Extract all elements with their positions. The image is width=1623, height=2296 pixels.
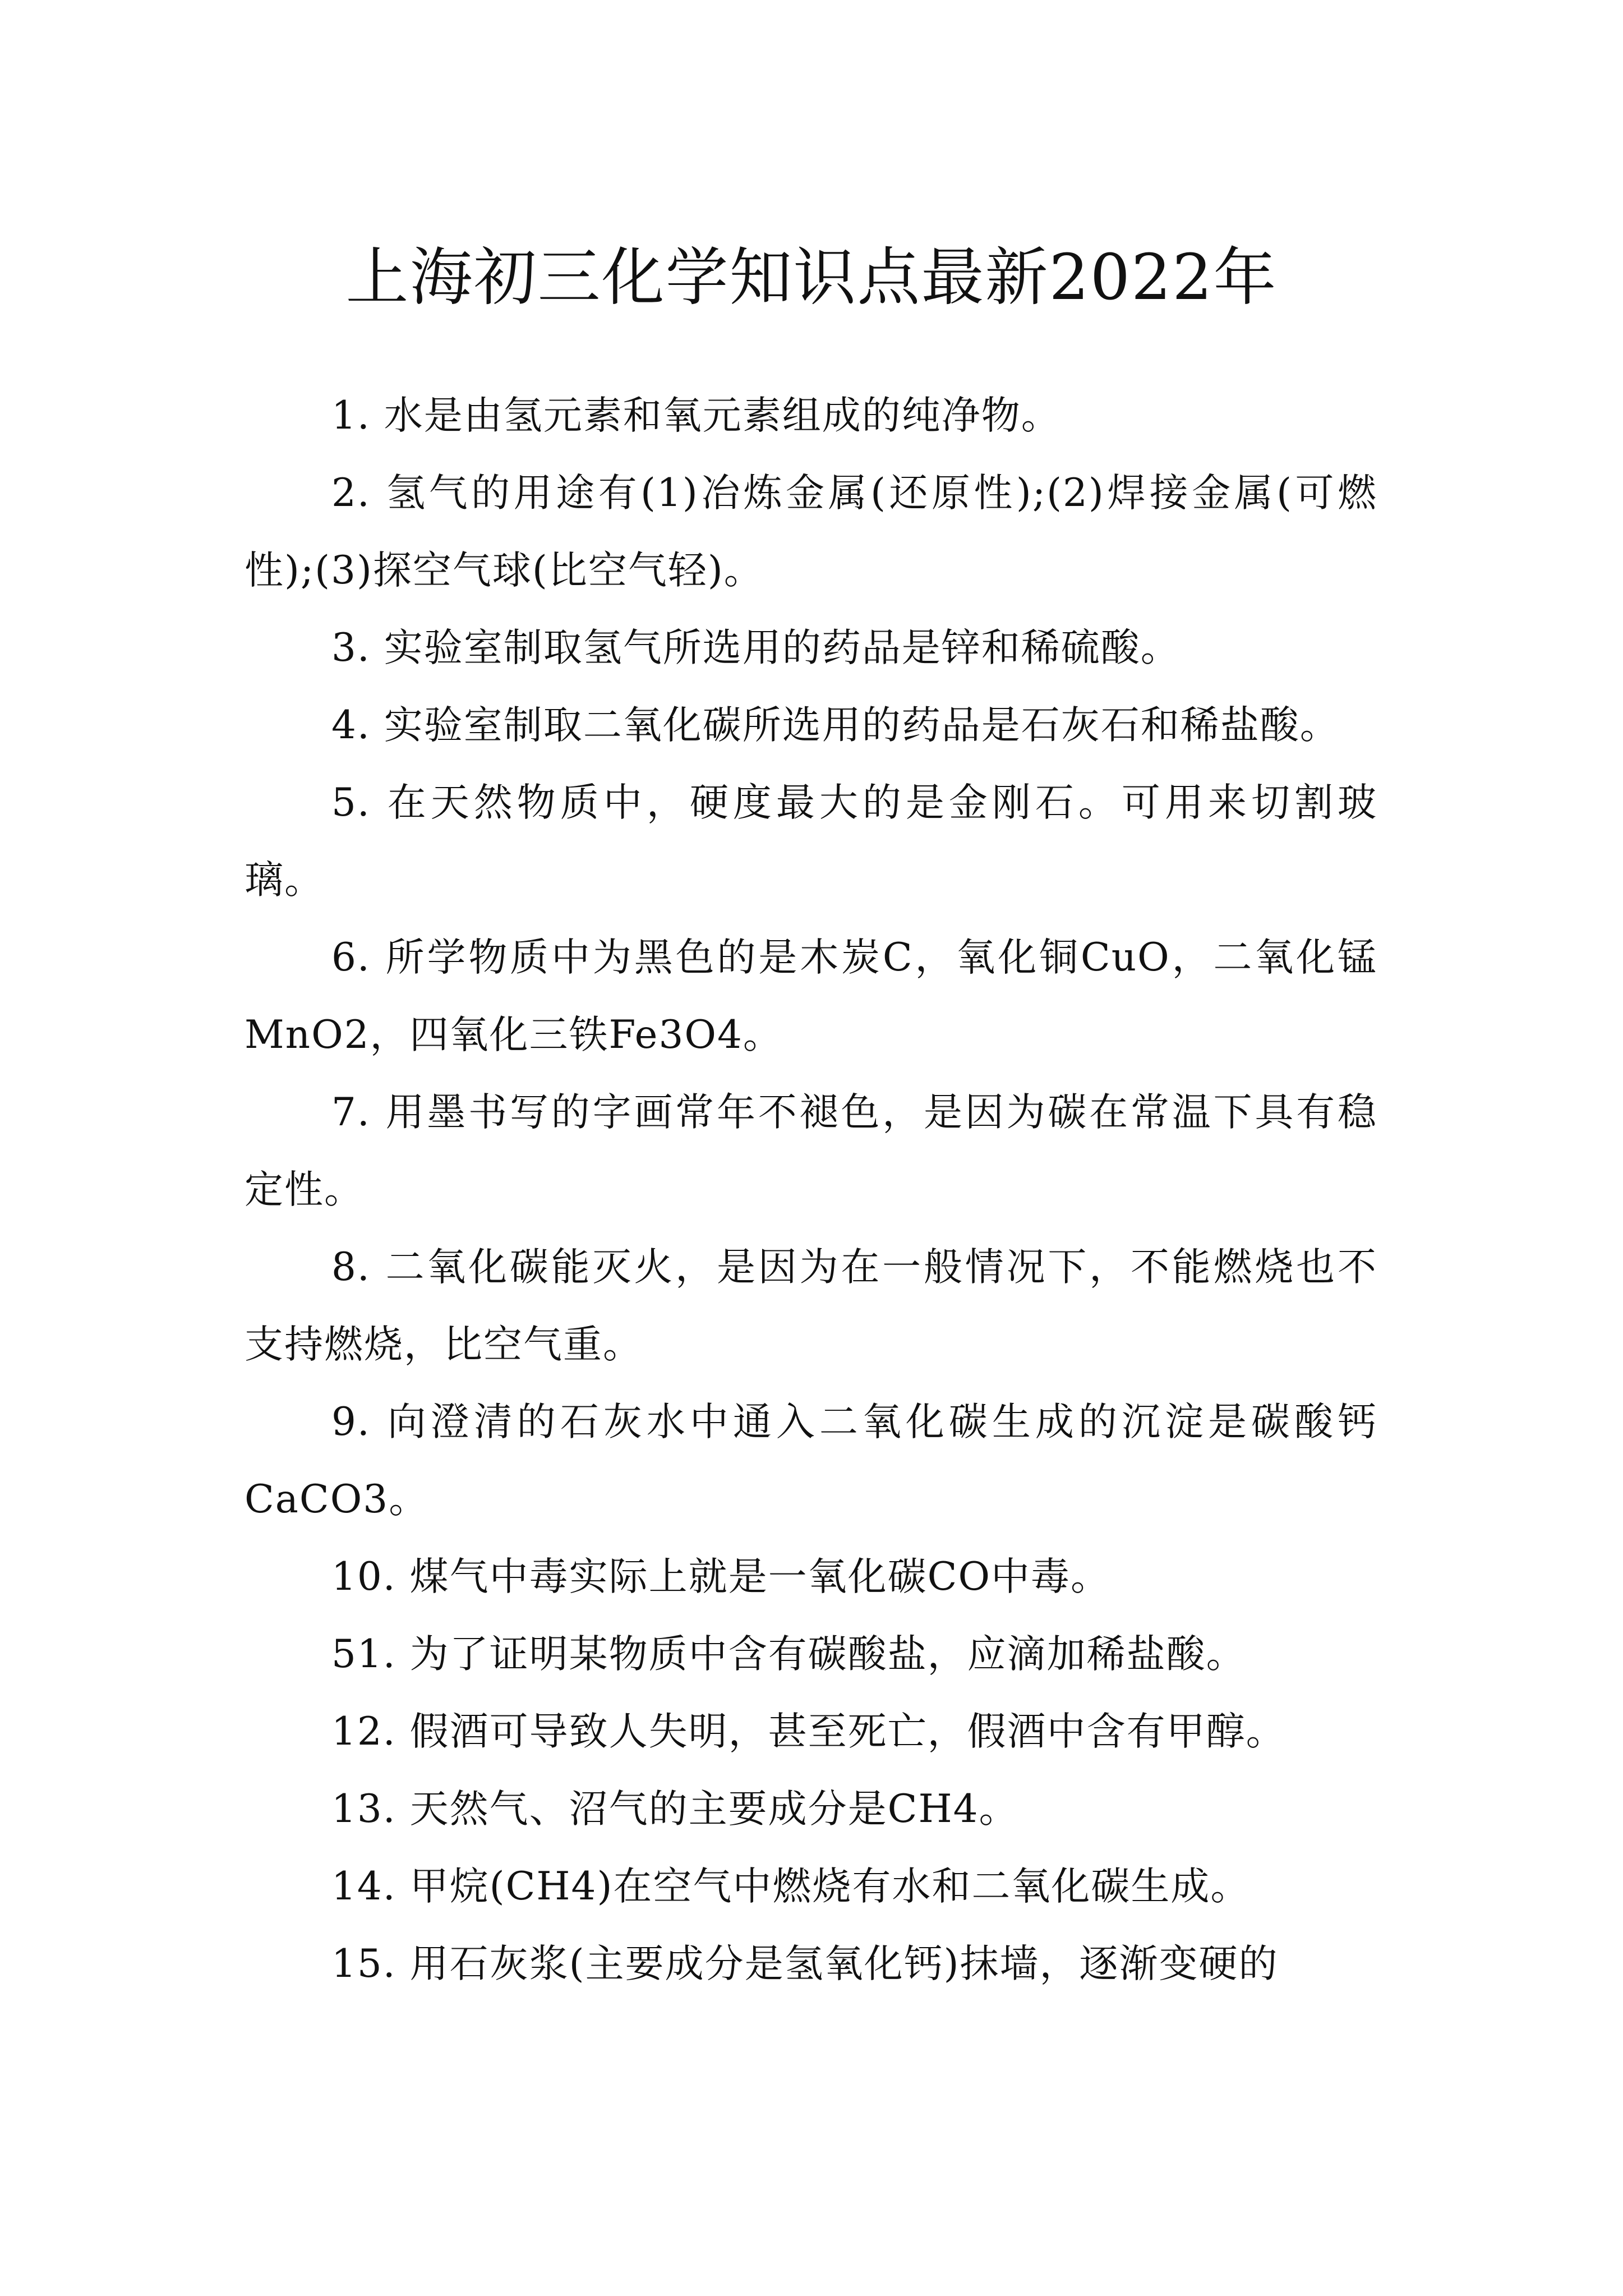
paragraph-9: 9. 向澄清的石灰水中通入二氧化碳生成的沉淀是碳酸钙CaCO3。 xyxy=(245,1400,1377,1522)
paragraph-8: 8. 二氧化碳能灭火，是因为在一般情况下，不能燃烧也不支持燃烧，比空气重。 xyxy=(245,1245,1377,1367)
paragraph-5: 5. 在天然物质中，硬度最大的是金刚石。可用来切割玻璃。 xyxy=(245,780,1377,903)
paragraph-7: 7. 用墨书写的字画常年不褪色，是因为碳在常温下具有稳定性。 xyxy=(245,1090,1377,1212)
paragraph-12: 12. 假酒可导致人失明，甚至死亡，假酒中含有甲醇。 xyxy=(331,1709,1286,1754)
paragraph-11: 51. 为了证明某物质中含有碳酸盐，应滴加稀盐酸。 xyxy=(331,1632,1246,1677)
paragraph-10: 10. 煤气中毒实际上就是一氧化碳CO中毒。 xyxy=(331,1554,1111,1599)
paragraph-13: 13. 天然气、沼气的主要成分是CH4。 xyxy=(331,1787,1019,1832)
paragraph-4: 4. 实验室制取二氧化碳所选用的药品是石灰石和稀盐酸。 xyxy=(331,703,1340,748)
document-title: 上海初三化学知识点最新2022年 xyxy=(345,241,1278,315)
paragraph-14: 14. 甲烷(CH4)在空气中燃烧有水和二氧化碳生成。 xyxy=(331,1864,1251,1909)
paragraph-2: 2. 氢气的用途有(1)冶炼金属(还原性);(2)焊接金属(可燃性);(3)探空气球(比空气轻)。 xyxy=(245,471,1377,593)
paragraph-6: 6. 所学物质中为黑色的是木炭C，氧化铜CuO，二氧化锰MnO2，四氧化三铁Fe3O4。 xyxy=(245,935,1377,1057)
document-body xyxy=(245,377,1377,2003)
paragraph-15: 15. 用石灰浆(主要成分是氢氧化钙)抹墙，逐渐变硬的 xyxy=(331,1941,1279,1986)
paragraph-3: 3. 实验室制取氢气所选用的药品是锌和稀硫酸。 xyxy=(331,625,1181,670)
paragraph-1: 1. 水是由氢元素和氧元素组成的纯净物。 xyxy=(331,393,1061,438)
